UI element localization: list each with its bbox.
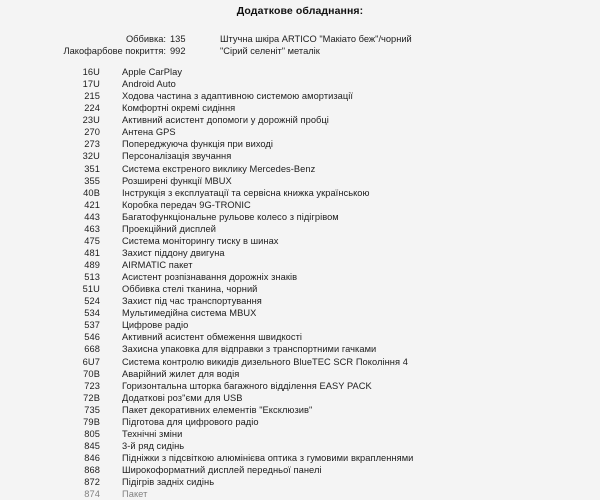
option-description: Система екстреного виклику Mercedes-Benz	[122, 163, 316, 174]
option-description: Цифрове радіо	[122, 320, 189, 331]
summary-block	[0, 33, 600, 57]
option-row	[0, 90, 600, 102]
option-row	[0, 78, 600, 90]
option-row	[0, 488, 600, 500]
option-code: 534	[84, 308, 100, 319]
option-row	[0, 259, 600, 271]
option-code: 868	[84, 465, 100, 476]
option-description: Оббивка стелі тканина, чорний	[122, 284, 258, 295]
option-code: 443	[84, 211, 100, 222]
page-title: Додаткове обладнання:	[236, 5, 364, 17]
option-code: 6U7	[82, 356, 100, 367]
option-code: 224	[84, 103, 100, 114]
option-code: 23U	[82, 115, 100, 126]
option-description: Система моніторингу тиску в шинах	[122, 235, 279, 246]
option-row	[0, 283, 600, 295]
option-code: 537	[84, 320, 100, 331]
option-row	[0, 440, 600, 452]
option-row	[0, 138, 600, 150]
option-code: 668	[84, 344, 100, 355]
option-description: Персоналізація звучання	[122, 151, 232, 162]
option-description: Ходова частина з адаптивною системою амортизації	[122, 91, 354, 102]
option-code: 872	[84, 477, 100, 488]
option-description: Пакет декоративних елементів "Ексклюзив"	[122, 404, 313, 415]
option-row	[0, 247, 600, 259]
option-row	[0, 307, 600, 319]
summary-label: Лакофарбове покриття:	[63, 46, 166, 56]
summary-row	[0, 33, 600, 45]
option-code: 72B	[83, 392, 100, 403]
option-description: Пакет	[122, 489, 148, 500]
option-description: AIRMATIC пакет	[122, 260, 193, 270]
option-code: 355	[84, 175, 100, 186]
option-code: 481	[84, 247, 100, 258]
option-description: Захист під час транспортування	[122, 296, 262, 307]
option-code: 805	[84, 428, 100, 439]
option-row	[0, 452, 600, 464]
option-description: 3-й ряд сидінь	[122, 440, 185, 451]
option-row	[0, 223, 600, 235]
option-row	[0, 356, 600, 368]
option-description: Активний асистент обмеження швидкості	[122, 332, 303, 343]
option-code: 79B	[83, 416, 100, 427]
summary-value: Штучна шкіра ARTICO "Макіато беж"/чорний	[220, 34, 412, 44]
summary-value: "Сірий селеніт" металік	[220, 46, 320, 56]
option-description: Коробка передач 9G-TRONIC	[122, 199, 251, 210]
option-code: 735	[84, 404, 100, 415]
option-description: Розширені функції MBUX	[122, 175, 232, 186]
option-code: 70B	[83, 368, 100, 379]
option-description: Горизонтальна шторка багажного відділення EASY PACK	[122, 380, 372, 391]
option-code: 463	[84, 223, 100, 234]
option-description: Підготова для цифрового радіо	[122, 416, 259, 427]
option-row	[0, 404, 600, 416]
option-description: Комфортні окремі сидіння	[122, 103, 236, 114]
option-code: 524	[84, 296, 100, 307]
option-row	[0, 271, 600, 283]
option-code: 351	[84, 163, 100, 174]
option-code: 846	[84, 453, 100, 463]
option-row	[0, 126, 600, 138]
option-description: Apple CarPlay	[122, 67, 183, 77]
option-row	[0, 211, 600, 223]
option-description: Аварійний жилет для водія	[122, 368, 240, 379]
option-code: 40B	[83, 187, 100, 198]
option-code: 546	[84, 332, 100, 343]
option-code: 17U	[82, 79, 100, 90]
option-row	[0, 476, 600, 488]
option-row	[0, 428, 600, 440]
option-description: Захист піддону двигуна	[122, 247, 225, 258]
option-row	[0, 163, 600, 175]
options-list	[0, 66, 600, 500]
option-row	[0, 175, 600, 187]
option-code: 489	[84, 260, 100, 270]
option-row	[0, 392, 600, 404]
option-row	[0, 187, 600, 199]
option-row	[0, 295, 600, 307]
option-row	[0, 343, 600, 355]
option-row	[0, 368, 600, 380]
option-description: Додаткові роз"єми для USB	[122, 392, 243, 403]
option-description: Інструкція з експлуатації та сервісна книжка українською	[122, 187, 370, 198]
option-description: Технічні зміни	[122, 428, 183, 439]
summary-row	[0, 45, 600, 57]
summary-label: Оббивка:	[125, 34, 166, 44]
option-description: Система контролю викидів дизельного BlueTEC SCR Покоління 4	[122, 356, 408, 367]
option-row	[0, 114, 600, 126]
option-row	[0, 416, 600, 428]
option-code: 270	[84, 127, 100, 138]
option-row	[0, 319, 600, 331]
option-description: Асистент розпізнавання дорожніх знаків	[122, 272, 298, 283]
option-code: 273	[84, 139, 100, 150]
option-code: 421	[84, 199, 100, 210]
option-row	[0, 235, 600, 247]
option-description: Підігрів задніх сидінь	[122, 477, 215, 488]
option-code: 874	[84, 489, 100, 500]
option-description: Широкоформатний дисплей передньої панелі	[122, 465, 322, 476]
option-row	[0, 66, 600, 78]
option-description: Захисна упаковка для відправки з транспортними гачками	[122, 344, 377, 355]
option-description: Проекційний дисплей	[122, 223, 216, 234]
option-code: 215	[84, 91, 100, 102]
option-row	[0, 102, 600, 114]
option-code: 475	[84, 235, 100, 246]
option-code: 723	[84, 380, 100, 391]
option-code: 513	[84, 272, 100, 283]
option-description: Попереджуюча функція при виході	[122, 139, 274, 150]
option-code: 51U	[82, 284, 100, 295]
option-description: Антена GPS	[122, 127, 176, 138]
option-code: 32U	[82, 151, 100, 162]
summary-code: 992	[170, 46, 186, 56]
option-row	[0, 331, 600, 343]
option-description: Мультимедійна система MBUX	[122, 308, 257, 319]
option-code: 845	[84, 440, 100, 451]
option-row	[0, 464, 600, 476]
option-description: Багатофункціональне рульове колесо з підігрівом	[122, 211, 339, 222]
option-description: Android Auto	[122, 79, 176, 90]
option-row	[0, 199, 600, 211]
option-description: Активний асистент допомоги у дорожній пробці	[122, 115, 329, 126]
summary-code: 135	[170, 34, 186, 44]
option-code: 16U	[82, 67, 100, 77]
option-row	[0, 380, 600, 392]
option-description: Підніжки з підсвіткою алюмінієва оптика з гумовими вкрапленнями	[122, 453, 414, 463]
option-row	[0, 150, 600, 162]
